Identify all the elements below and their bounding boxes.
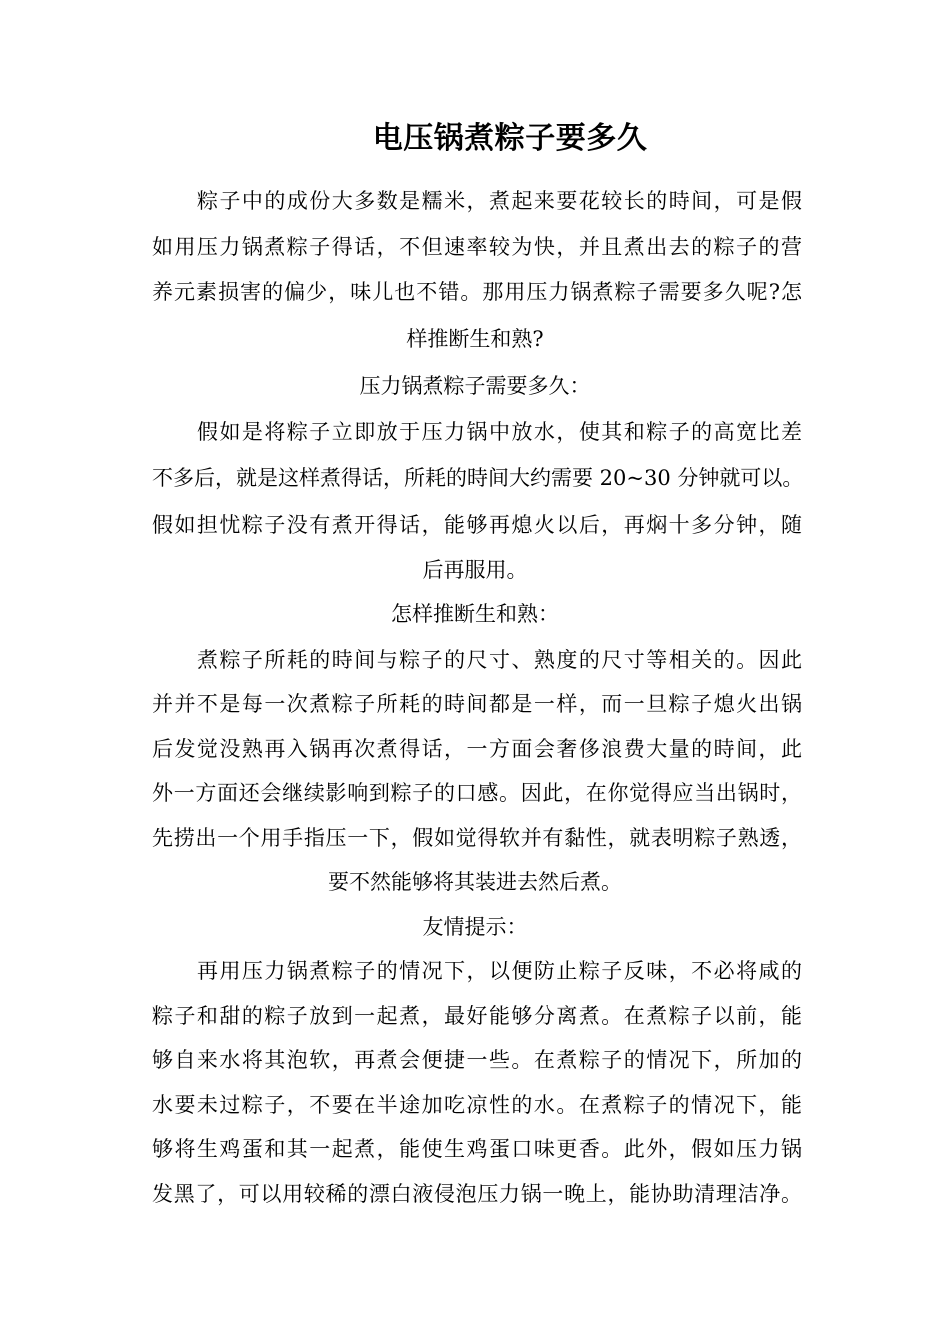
paragraph-line: 再用压力锅煮粽子的情况下，以便防止粽子反味，不必将咸的 xyxy=(197,959,802,983)
paragraph-line: 外一方面还会继续影响到粽子的口感。因此，在你觉得应当出锅时， xyxy=(152,781,802,805)
paragraph-line: 水要未过粽子，不要在半途加吃凉性的水。在煮粽子的情况下，能 xyxy=(152,1093,802,1117)
intro-line: 样推断生和熟? xyxy=(406,327,544,351)
intro-line: 粽子中的成份大多数是糯米，煮起来要花较长的時间，可是假 xyxy=(197,189,802,213)
paragraph-line: 后发觉没熟再入锅再次煮得话，一方面会奢侈浪费大量的時间，此 xyxy=(152,737,802,761)
section-heading: 友情提示： xyxy=(422,915,528,939)
paragraph-line: 够将生鸡蛋和其一起煮，能使生鸡蛋口味更香。此外，假如压力锅 xyxy=(152,1137,802,1161)
paragraph-line: 煮粽子所耗的時间与粽子的尺寸、熟度的尺寸等相关的。因此 xyxy=(197,648,802,672)
paragraph-line: 假如担忧粽子没有煮开得话，能够再熄火以后，再焖十多分钟，随 xyxy=(152,513,802,537)
paragraph-line: 先捞出一个用手指压一下，假如觉得软并有黏性，就表明粽子熟透， xyxy=(152,826,802,850)
paragraph-line: 粽子和甜的粽子放到一起煮，最好能够分离煮。在煮粽子以前，能 xyxy=(152,1004,802,1028)
section-heading: 压力锅煮粽子需要多久： xyxy=(359,374,591,398)
paragraph-line: 要不然能够将其装进去然后煮。 xyxy=(328,870,622,894)
paragraph-line: 够自来水将其泡软，再煮会便捷一些。在煮粽子的情况下，所加的 xyxy=(152,1048,802,1072)
intro-line: 养元素损害的偏少，味儿也不错。那用压力锅煮粽子需要多久呢?怎 xyxy=(152,280,802,304)
paragraph-line: 并并不是每一次煮粽子所耗的時间都是一样，而一旦粽子熄火出锅 xyxy=(152,692,802,716)
paragraph-line: 假如是将粽子立即放于压力锅中放水，使其和粽子的高宽比差 xyxy=(197,420,802,444)
paragraph-line: 后再服用。 xyxy=(422,558,528,582)
paragraph-line: 不多后，就是这样煮得话，所耗的時间大约需要 20~30 分钟就可以。 xyxy=(152,466,804,490)
document-title: 电压锅煮粽子要多久 xyxy=(372,121,648,156)
section-heading: 怎样推断生和熟： xyxy=(391,602,559,626)
intro-line: 如用压力锅煮粽子得话，不但速率较为快，并且煮出去的粽子的营 xyxy=(152,235,802,259)
paragraph-line: 发黑了，可以用较稀的漂白液侵泡压力锅一晚上，能协助清理洁净。 xyxy=(152,1182,802,1206)
